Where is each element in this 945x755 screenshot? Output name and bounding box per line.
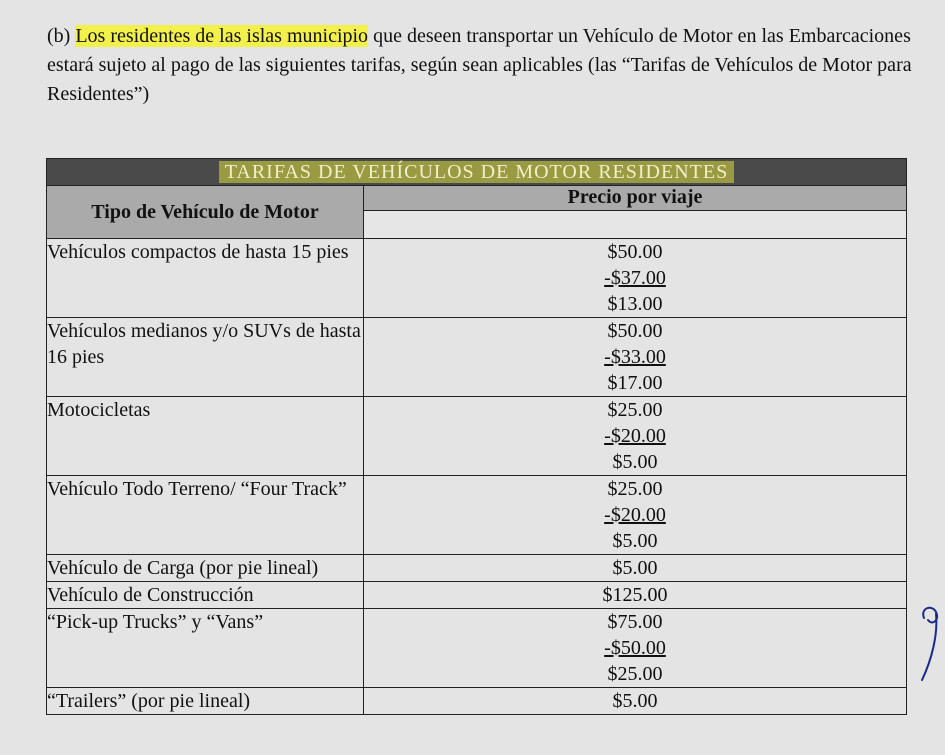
vehicle-type-cell: Vehículos compactos de hasta 15 pies: [47, 239, 364, 318]
price-cell: [364, 688, 907, 715]
paragraph-prefix: (b): [47, 25, 76, 47]
header-blank-cell: [364, 211, 907, 239]
price-cell: [364, 397, 907, 476]
table-row: [47, 609, 907, 688]
price-line: $50.00: [607, 241, 663, 263]
table-row: [47, 476, 907, 555]
table-row: [47, 239, 907, 318]
vehicle-type-cell: “Pick-up Trucks” y “Vans”: [47, 609, 364, 688]
deduction-amount: -$20.00: [604, 504, 666, 526]
deduction-amount: -$33.00: [604, 346, 666, 368]
table-row: [47, 318, 907, 397]
price-line: [364, 635, 906, 661]
vehicle-type-cell: Vehículos medianos y/o SUVs de hasta 16 pies: [47, 318, 364, 397]
price-line: $5.00: [612, 451, 658, 473]
price-line: $25.00: [607, 478, 663, 500]
deduction-amount: -$50.00: [604, 637, 666, 659]
vehicle-type-cell: Vehículo de Construcción: [47, 582, 364, 609]
price-line: $75.00: [607, 611, 663, 633]
vehicle-type-cell: Motocicletas: [47, 397, 364, 476]
table-header-row: [47, 186, 907, 211]
vehicle-type-cell: “Trailers” (por pie lineal): [47, 688, 364, 715]
column-header-price: Precio por viaje: [364, 186, 907, 211]
price-line: $50.00: [607, 320, 663, 342]
price-cell: [364, 476, 907, 555]
vehicle-type-cell: Vehículo de Carga (por pie lineal): [47, 555, 364, 582]
price-line: $17.00: [607, 372, 663, 394]
table-title-row: [47, 159, 907, 186]
price-line: $125.00: [602, 584, 668, 606]
paragraph-b: [47, 22, 927, 109]
price-line: $25.00: [607, 399, 663, 421]
tarifas-table: [46, 158, 907, 715]
price-line: [364, 502, 906, 528]
table-row: [47, 582, 907, 609]
deduction-amount: -$37.00: [604, 267, 666, 289]
table-row: [47, 397, 907, 476]
table-row: [47, 555, 907, 582]
price-line: $5.00: [612, 557, 658, 579]
price-cell: [364, 555, 907, 582]
handwritten-initial-mark: [918, 604, 944, 684]
price-line: $5.00: [612, 530, 658, 552]
price-cell: [364, 582, 907, 609]
table-body: [47, 239, 907, 715]
price-line: [364, 344, 906, 370]
deduction-amount: -$20.00: [604, 425, 666, 447]
price-cell: [364, 609, 907, 688]
price-line: [364, 423, 906, 449]
price-line: [364, 265, 906, 291]
table-title: TARIFAS DE VEHÍCULOS DE MOTOR RESIDENTES: [47, 159, 907, 186]
price-cell: [364, 239, 907, 318]
highlighted-text: Los residentes de las islas municipio: [75, 25, 369, 47]
vehicle-type-cell: Vehículo Todo Terreno/ “Four Track”: [47, 476, 364, 555]
column-header-type: Tipo de Vehículo de Motor: [47, 186, 364, 239]
price-cell: [364, 318, 907, 397]
price-line: $25.00: [607, 663, 663, 685]
price-line: $5.00: [612, 690, 658, 712]
price-line: $13.00: [607, 293, 663, 315]
table-row: [47, 688, 907, 715]
paragraph-text: que deseen transportar un Vehículo de Motor en las Embarcaciones estará sujeto al pago de las siguientes tarifas, según sean aplicables (las “Tarifas de Vehículos de Motor para Residentes”): [47, 25, 912, 105]
